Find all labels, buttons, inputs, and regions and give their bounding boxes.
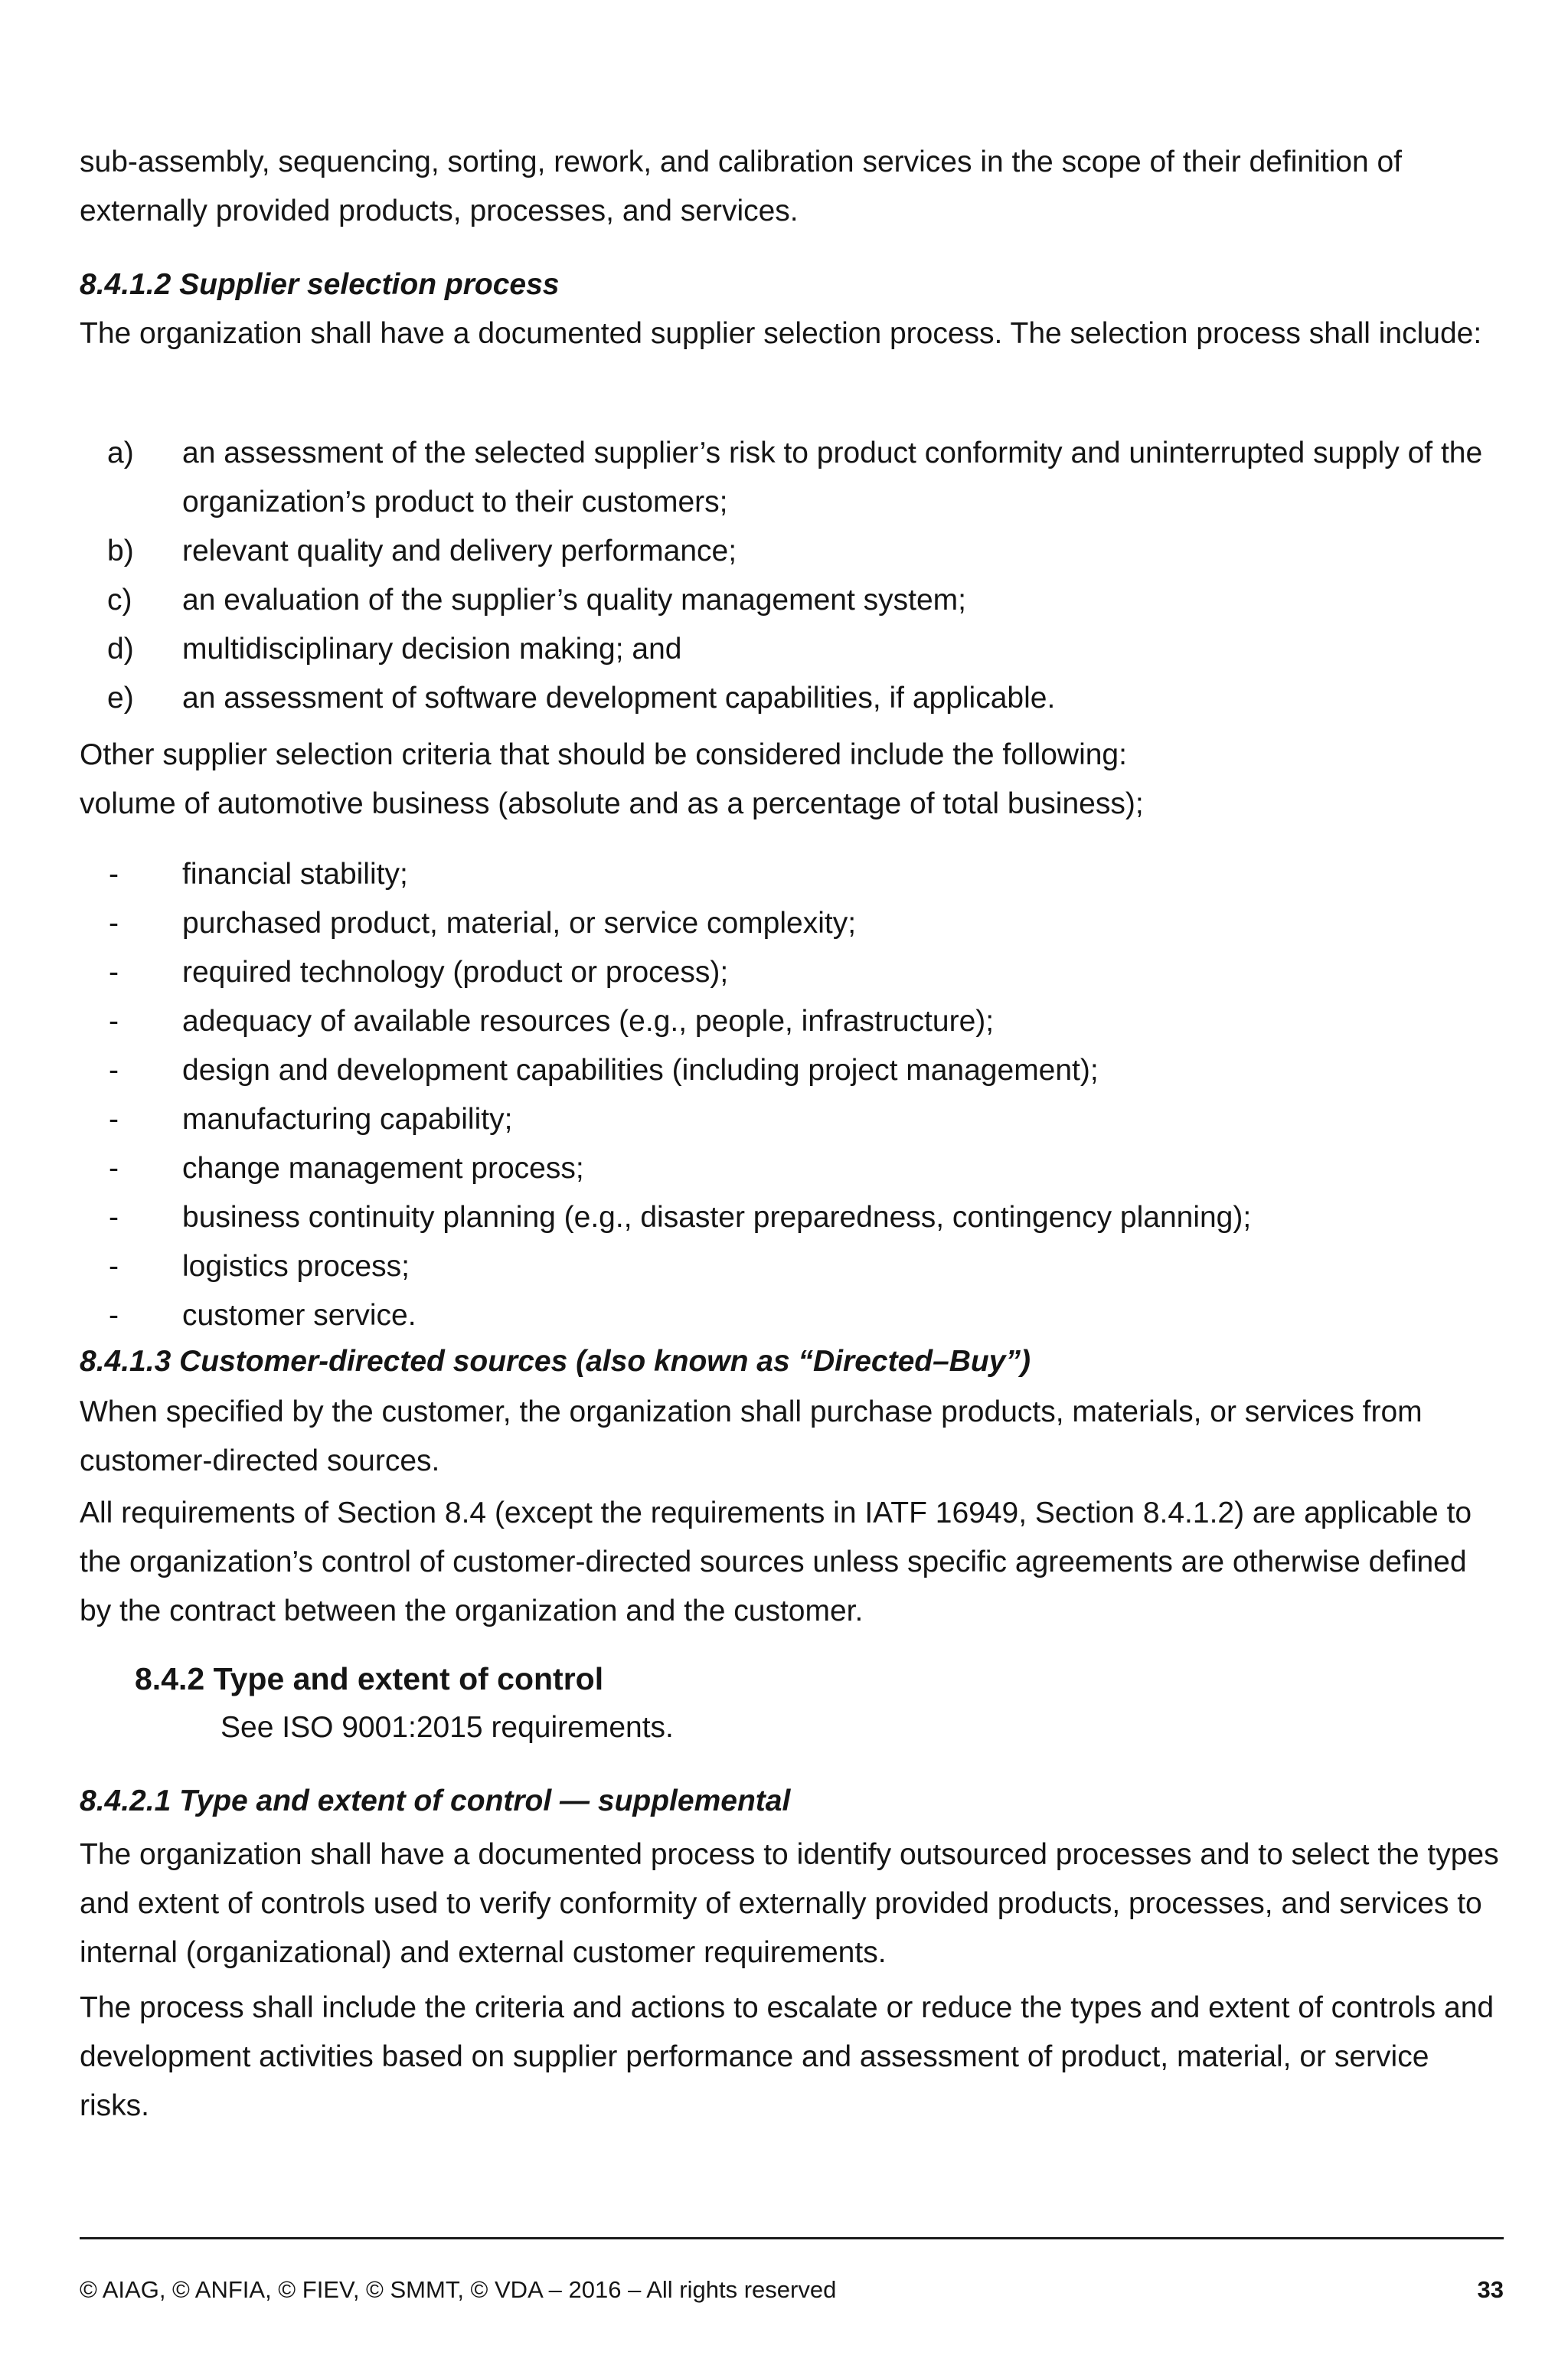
list-item [80, 899, 1504, 948]
section-8421-para1: The organization shall have a documented process to identify outsourced processes and to select the types and extent of controls used to verify conformity of externally provided products, processes, and services to internal (organizational) and external customer requirements. [80, 1838, 1499, 1969]
list-item [80, 527, 1504, 576]
footer-copyright: © AIAG, © ANFIA, © FIEV, © SMMT, © VDA – 2016 – All rights reserved [80, 2276, 837, 2303]
dash-marker: - [109, 1299, 119, 1332]
section-number: 8.4.2.1 [80, 1784, 172, 1817]
footer-rule [80, 2237, 1504, 2239]
section-8413-para2: All requirements of Section 8.4 (except the requirements in IATF 16949, Section 8.4.1.2) are applicable to the organization’s control of customer-directed sources unless specific agreements are otherwise defined by the contract between the organization and the customer. [80, 1497, 1472, 1627]
dash-marker: - [109, 907, 119, 940]
list-marker: b) [107, 535, 134, 568]
list-item-text: an evaluation of the supplier’s quality management system; [182, 584, 966, 617]
page-number: 33 [1477, 2276, 1504, 2303]
list-item [80, 850, 1504, 899]
section-8421-para2: The process shall include the criteria and actions to escalate or reduce the types and extent of controls and development activities based on supplier performance and assessment of product, material, or service risks. [80, 1991, 1494, 2122]
list-item [80, 1242, 1504, 1291]
section-title: Supplier selection process [179, 268, 560, 301]
selection-process-list [80, 429, 1504, 723]
list-item [80, 576, 1504, 625]
dash-marker: - [109, 1152, 119, 1185]
list-item [80, 948, 1504, 997]
list-marker: c) [107, 584, 132, 617]
section-8412-heading [80, 260, 559, 309]
section-842-heading [135, 1654, 603, 1703]
list-item-text: change management process; [182, 1152, 584, 1185]
dash-marker: - [109, 1005, 119, 1038]
criteria-intro: Other supplier selection criteria that should be considered include the following: [80, 738, 1127, 771]
section-8413-para1: When specified by the customer, the organization shall purchase products, materials, or services from customer-directed sources. [80, 1395, 1423, 1477]
list-item [80, 1193, 1504, 1242]
list-item-text: customer service. [182, 1299, 416, 1332]
dash-marker: - [109, 858, 119, 891]
list-item-text: required technology (product or process); [182, 956, 729, 989]
list-item-text: relevant quality and delivery performance; [182, 535, 737, 568]
dash-marker: - [109, 1250, 119, 1283]
list-item [80, 674, 1504, 723]
list-item-text: design and development capabilities (including project management); [182, 1054, 1099, 1087]
criteria-first: volume of automotive business (absolute and as a percentage of total business); [80, 787, 1144, 820]
list-item [80, 997, 1504, 1046]
dash-marker: - [109, 1201, 119, 1234]
list-item-text: an assessment of the selected supplier’s risk to product conformity and uninterrupted supply of the organization’s product to their customers; [182, 437, 1483, 518]
section-number: 8.4.1.2 [80, 268, 172, 301]
list-item-text: adequacy of available resources (e.g., people, infrastructure); [182, 1005, 995, 1038]
list-marker: a) [107, 437, 134, 469]
list-item-text: purchased product, material, or service complexity; [182, 907, 857, 940]
section-8421-heading [80, 1777, 790, 1826]
section-8413-heading [80, 1337, 1031, 1386]
list-item [80, 1291, 1504, 1340]
section-number: 8.4.2 [135, 1661, 205, 1696]
section-title: Type and extent of control — supplemental [179, 1784, 791, 1817]
list-item-text: manufacturing capability; [182, 1103, 513, 1136]
list-item-text: an assessment of software development capabilities, if applicable. [182, 682, 1056, 715]
section-842-text: See ISO 9001:2015 requirements. [220, 1711, 674, 1744]
section-8412-intro: The organization shall have a documented supplier selection process. The selection process shall include: [80, 317, 1482, 350]
list-item-text: financial stability; [182, 858, 408, 891]
dash-marker: - [109, 1054, 119, 1087]
list-item-text: multidisciplinary decision making; and [182, 633, 682, 666]
selection-criteria-list [80, 850, 1504, 1340]
list-item-text: logistics process; [182, 1250, 410, 1283]
list-item-text: business continuity planning (e.g., disaster preparedness, contingency planning); [182, 1201, 1252, 1234]
section-number: 8.4.1.3 [80, 1345, 172, 1378]
dash-marker: - [109, 956, 119, 989]
intro-paragraph: sub-assembly, sequencing, sorting, rework, and calibration services in the scope of their definition of externally provided products, processes, and services. [80, 146, 1403, 227]
list-marker: d) [107, 633, 134, 666]
list-item [80, 1046, 1504, 1095]
section-title: Type and extent of control [213, 1661, 604, 1696]
list-marker: e) [107, 682, 134, 715]
list-item [80, 625, 1504, 674]
list-item [80, 429, 1504, 527]
list-item [80, 1095, 1504, 1144]
dash-marker: - [109, 1103, 119, 1136]
list-item [80, 1144, 1504, 1193]
section-title: Customer-directed sources (also known as “Directed–Buy”) [179, 1345, 1031, 1378]
